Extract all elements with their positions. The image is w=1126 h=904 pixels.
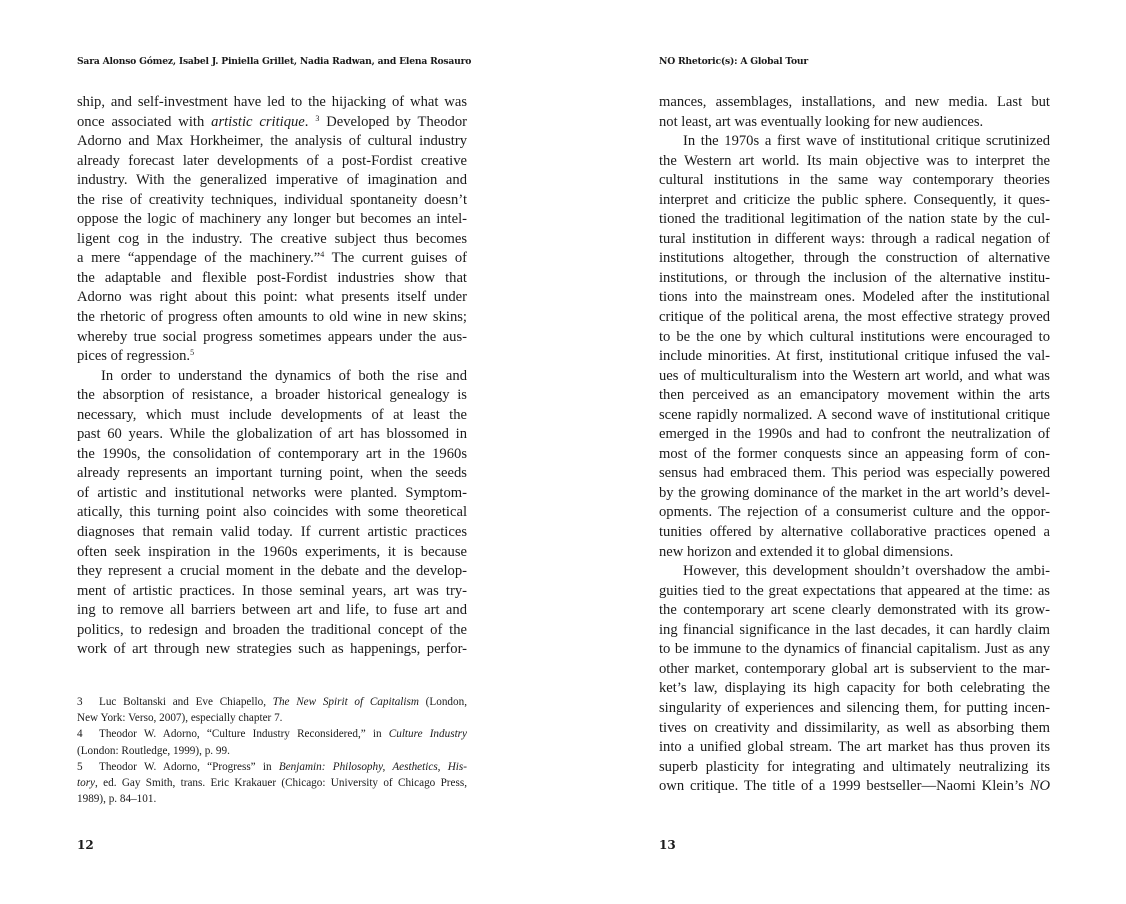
text-line: critique of the political arena, the most effective strategy proved [659,309,1050,326]
text-line: oppose the logic of machinery any longer but becomes an intel- [77,211,467,228]
text-line: ing to remove all barriers between art and life, to fuse art and [77,602,467,619]
text-line: industry. With the generalized imperative of imagination and [77,172,467,189]
text-line: Adorno was right about this point: what presents itself under [77,289,467,306]
text-line: institutions, or through the inclusion of the alternative institu- [659,269,1050,286]
text-line: mances, assemblages, installations, and new media. Last but [659,94,1050,110]
text-line: pices of regression.$^5$ [77,348,195,365]
footnote-ref-5[interactable]: 5 [190,348,195,358]
left-page [77,0,472,904]
footnote-ref-3[interactable]: 3 [315,113,320,123]
text-line: guities tied to the great expectations that appeared at the time: as [659,582,1050,599]
text-line: own critique. The title of a 1999 bestseller—Naomi Klein’s NO [659,778,1050,795]
paragraph [659,93,1050,132]
text-line: by the growing dominance of the market in the art world’s devel- [659,484,1050,501]
text-line: In the 1970s a first wave of institutional critique scrutinized [683,133,1050,150]
body-text-right [659,93,1050,797]
text-line: In order to understand the dynamics of both the rise and [101,367,467,384]
footnote-3: 3 Luc Boltanski and Eve Chiapello, The New Spirit of Capitalism (London, New York: Verso, 2007), especially chapter 7. [77,696,467,725]
text-line: emerged in the 1990s and had to confront the neutralization of [659,426,1050,443]
page-number: 13 [659,838,676,852]
page-number: 12 [77,838,94,852]
text-line: often seek inspiration in the 1960s experiments, it is because [77,543,467,560]
body-text-left [77,93,467,660]
text-line: atically, this turning point also coincides with some theoretical [77,504,467,521]
text-line: not least, art was eventually looking for new audiences. [659,113,984,130]
text-line: new horizon and extended it to global dimensions. [659,543,954,560]
paragraph [659,562,1050,797]
text-line: tunities offered by alternative collaborative practices opened a [659,524,1050,541]
text-line: tives on creativity and dissimilarity, as well as absorbing them [659,719,1050,736]
footnote-number: 5 [77,760,83,773]
text-line: already forecast later developments of a post-Fordist creative [77,152,467,169]
text-line: superb plasticity for integrating and ultimately neutralizing its [659,758,1050,775]
emphasis: NO [1029,778,1050,795]
text-line: the rise of creativity techniques, individual spontaneity doesn’t [77,191,467,208]
text-line: a mere “appendage of the machinery.”$^4$ The current guises of [77,250,467,267]
text-line: politics, to redesign and broaden the traditional concept of the [77,621,467,638]
text-line: into a unified global stream. The art market has thus proven its [659,739,1050,756]
text-line: ment of artistic practices. In those seminal years, art was try- [77,582,467,599]
text-line: interpret and criticize the public sphere. Consequently, it ques- [659,191,1050,208]
text-line: sensus had embraced them. This period was especially powered [659,465,1050,482]
footnotes [77,694,467,807]
text-line: the Western art world. Its main objective was to interpret the [659,152,1050,169]
text-line: Adorno and Max Horkheimer, the analysis of cultural industry [77,133,467,150]
text-line: the 1990s, the consolidation of contemporary art in the 1960s [77,445,467,462]
paragraph [659,132,1050,562]
text-line: institutions altogether, through the construction of alternative [659,250,1050,267]
text-line: already represents an important turning point, when the seeds [77,465,467,482]
text-line: other market, contemporary global art is subservient to the mar- [659,660,1050,677]
footnote-4: 4 Theodor W. Adorno, “Culture Industry Reconsidered,” in Culture Industry (London: Routledge, 1999), p. 99. [77,728,467,757]
text-line: necessary, which must include developments of at least the [77,406,467,423]
text-line: the adaptable and flexible post-Fordist industries show that [77,269,467,286]
text-line: include minorities. At first, institutional critique infused the val- [659,348,1050,365]
text-line: tural institution in different ways: through a radical negation of [659,230,1050,247]
text-line: they represent a crucial moment in the debate and the develop- [77,563,467,580]
text-line: once associated with artistic critique. $^3$ Developed by Theodor [77,113,467,130]
text-line: However, this development shouldn’t overshadow the ambi- [683,563,1050,580]
footnote-number: 4 [77,728,83,741]
footnote-ref-4[interactable]: 4 [320,250,325,260]
text-line: opments. The rejection of a consumerist culture and the oppor- [659,504,1050,521]
text-line: tioned the traditional legitimation of the nation state by the cul- [659,211,1050,228]
text-line: diagnoses that remain valid today. If current artistic practices [77,524,467,541]
running-head-title: NO Rhetoric(s): A Global Tour [659,56,808,67]
text-line: ligent cog in the industry. The creative subject thus becomes [77,230,467,247]
text-line: the rhetoric of progress often amounts to old wine in new skins; [77,309,467,326]
running-head-authors: Sara Alonso Gómez, Isabel J. Piniella Grillet, Nadia Radwan, and Elena Rosauro [77,56,472,67]
text-line: ues of multiculturalism into the Western art world, and what was [659,367,1050,384]
text-line: ing financial significance in the last decades, it can hardly claim [659,621,1050,638]
text-line: cultural institutions in the same way contemporary theories [659,172,1050,189]
text-line: ket’s law, displaying its high capacity for both celebrating the [659,680,1050,697]
right-page [659,0,1050,904]
text-line: past 60 years. While the globalization of art has blossomed in [77,426,467,443]
footnote-5: 5 Theodor W. Adorno, “Progress” in Benjamin: Philosophy, Aesthetics, His- tory, ed. Gay Smith, trans. Eric Krakauer (Chicago: University of Chicago Press, 1989), p. 84–101. [77,760,467,806]
text-line: singularity of experiences and silencing them, for putting incen- [659,699,1050,716]
text-line: to be the one by which cultural institutions were encouraged to [659,328,1050,345]
text-line: whereby true social progress sometimes appears under the aus- [77,328,467,345]
text-line: scene rapidly normalized. A second wave of institutional critique [659,406,1050,423]
text-line: of artistic and institutional networks were planted. Symptom- [77,484,467,501]
text-line: tions into the mainstream ones. Modeled after the institutional [659,289,1050,306]
emphasis: artistic critique [211,113,305,130]
paragraph [77,93,467,367]
text-line: work of art through new strategies such as happenings, perfor- [77,641,467,658]
text-line: most of the former conquests since an appeasing form of con- [659,445,1050,462]
text-line: to be immune to the dynamics of financial capitalism. Just as any [659,641,1050,658]
text-line: the contemporary art scene clearly demonstrated with its grow- [659,602,1050,619]
text-line: ship, and self-investment have led to the hijacking of what was [77,94,467,110]
paragraph [77,367,467,660]
footnote-number: 3 [77,696,83,708]
text-line: then perceived as an emancipatory movement within the arts [659,387,1050,404]
text-line: the absorption of resistance, a broader historical genealogy is [77,387,467,404]
